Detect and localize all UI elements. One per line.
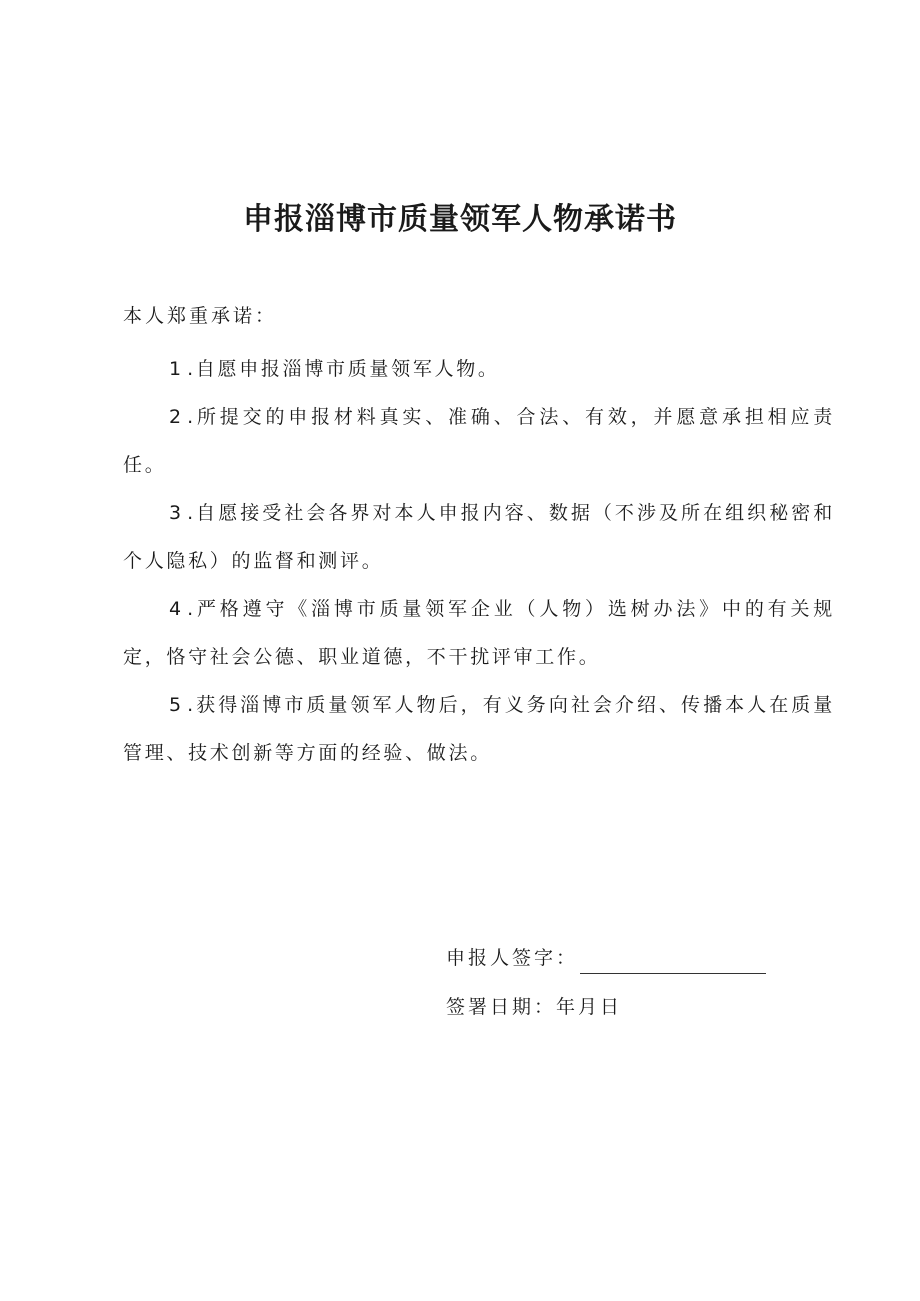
item-text: .所提交的申报材料真实、准确、合法、有效，并愿意承担相应责任。	[123, 406, 835, 476]
item-number: 2	[169, 406, 188, 428]
commitment-item-4	[123, 585, 835, 681]
item-number: 1	[169, 358, 188, 380]
signature-label: 申报人签字：	[446, 947, 579, 969]
date-row	[446, 991, 622, 1023]
signature-line[interactable]	[580, 951, 766, 974]
commitment-item-5	[123, 681, 835, 777]
item-text: .自愿接受社会各界对本人申报内容、数据（不涉及所在组织秘密和个人隐私）的监督和测评。	[123, 502, 835, 572]
document-title: 申报淄博市质量领军人物承诺书	[243, 202, 677, 237]
commitment-item-1	[123, 345, 835, 393]
item-text: .获得淄博市质量领军人物后，有义务向社会介绍、传播本人在质量管理、技术创新等方面的经验、做法。	[123, 694, 835, 764]
item-text: .严格遵守《淄博市质量领军企业（人物）选树办法》中的有关规定，恪守社会公德、职业道德，不干扰评审工作。	[123, 598, 835, 668]
item-number: 4	[169, 598, 188, 620]
intro-text: 本人郑重承诺：	[123, 305, 278, 327]
item-number: 3	[169, 502, 188, 524]
commitment-list	[123, 345, 835, 777]
signature-row	[446, 942, 766, 974]
commitment-item-3	[123, 489, 835, 585]
item-text: .自愿申报淄博市质量领军人物。	[187, 358, 500, 380]
date-label: 签署日期：年月日	[446, 996, 623, 1018]
item-number: 5	[169, 694, 188, 716]
commitment-item-2	[123, 393, 835, 489]
